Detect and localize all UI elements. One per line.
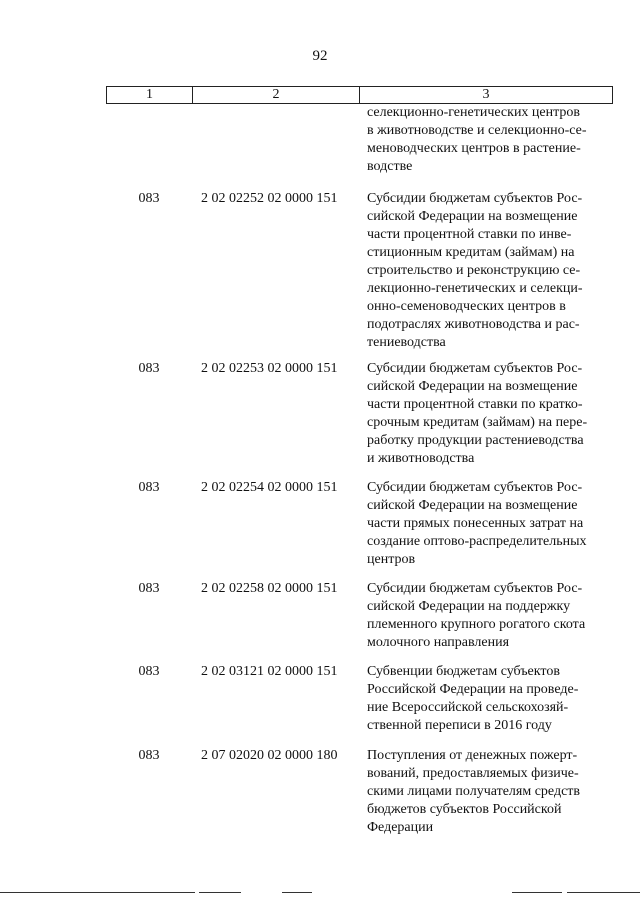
text-line: Субвенции бюджетам субъектов xyxy=(367,664,560,679)
text-line: сийской Федерации на возмещение xyxy=(367,209,578,224)
text-line: подотраслях животноводства и рас- xyxy=(367,317,580,332)
text-line: части процентной ставки по кратко- xyxy=(367,397,583,412)
income-name xyxy=(367,190,612,352)
text-line: ние Всероссийской сельскохозяй- xyxy=(367,700,569,715)
text-line: части прямых понесенных затрат на xyxy=(367,516,584,531)
budget-code: 2 02 03121 02 0000 151 xyxy=(201,664,338,679)
text-line: меноводческих центров в растение- xyxy=(367,141,581,156)
admin-code: 083 xyxy=(138,361,160,376)
footer-rule xyxy=(282,892,312,893)
budget-code: 2 02 02258 02 0000 151 xyxy=(201,581,338,596)
text-line: онно-семеноводческих центров в xyxy=(367,299,566,314)
income-name xyxy=(367,663,612,735)
admin-code: 083 xyxy=(138,748,160,763)
footer-rule xyxy=(512,892,562,893)
text-line: стиционным кредитам (займам) на xyxy=(367,245,575,260)
footer-rule xyxy=(0,892,195,893)
text-line: срочным кредитам (займам) на пере- xyxy=(367,415,588,430)
header-col-3: 3 xyxy=(359,87,612,103)
header-col-1: 1 xyxy=(146,87,153,102)
budget-code: 2 02 02254 02 0000 151 xyxy=(201,480,338,495)
text-line: водстве xyxy=(367,159,413,174)
footer-rule xyxy=(199,892,241,893)
text-line: Субсидии бюджетам субъектов Рос- xyxy=(367,191,583,206)
text-line: сийской Федерации на возмещение xyxy=(367,498,578,513)
text-line: Субсидии бюджетам субъектов Рос- xyxy=(367,480,583,495)
table-header xyxy=(106,86,613,104)
budget-code: 2 07 02020 02 0000 180 xyxy=(201,748,338,763)
text-line: Российской Федерации на проведе- xyxy=(367,682,579,697)
income-name xyxy=(367,747,612,837)
budget-code: 2 02 02253 02 0000 151 xyxy=(201,361,338,376)
text-line: Субсидии бюджетам субъектов Рос- xyxy=(367,361,583,376)
text-line: работку продукции растениеводства xyxy=(367,433,584,448)
text-line: сийской Федерации на возмещение xyxy=(367,379,578,394)
text-line: Федерации xyxy=(367,820,434,835)
admin-code: 083 xyxy=(138,191,160,206)
text-line: и животноводства xyxy=(367,451,475,466)
text-line: бюджетов субъектов Российской xyxy=(367,802,562,817)
text-line: Субсидии бюджетам субъектов Рос- xyxy=(367,581,583,596)
text-line: молочного направления xyxy=(367,635,510,650)
income-name xyxy=(367,479,612,569)
text-line: скими лицами получателям средств xyxy=(367,784,581,799)
income-name xyxy=(367,360,612,468)
footer-rule xyxy=(567,892,640,893)
text-line: лекционно-генетических и селекци- xyxy=(367,281,583,296)
admin-code: 083 xyxy=(138,664,160,679)
text-line: селекционно-генетических центров xyxy=(367,105,581,120)
admin-code: 083 xyxy=(138,480,160,495)
text-line: тениеводства xyxy=(367,335,446,350)
admin-code: 083 xyxy=(138,581,160,596)
page-number: 92 xyxy=(312,48,328,64)
continuation-text xyxy=(367,104,612,176)
text-line: создание оптово-распределительных xyxy=(367,534,587,549)
text-line: центров xyxy=(367,552,416,567)
text-line: племенного крупного рогатого скота xyxy=(367,617,586,632)
text-line: ственной переписи в 2016 году xyxy=(367,718,552,733)
text-line: строительство и реконструкцию се- xyxy=(367,263,581,278)
header-col-2: 2 xyxy=(192,87,359,103)
text-line: сийской Федерации на поддержку xyxy=(367,599,571,614)
budget-code: 2 02 02252 02 0000 151 xyxy=(201,191,338,206)
income-name xyxy=(367,580,612,652)
text-line: вований, предоставляемых физиче- xyxy=(367,766,579,781)
text-line: в животноводстве и селекционно-се- xyxy=(367,123,587,138)
text-line: части процентной ставки по инве- xyxy=(367,227,572,242)
text-line: Поступления от денежных пожерт- xyxy=(367,748,578,763)
